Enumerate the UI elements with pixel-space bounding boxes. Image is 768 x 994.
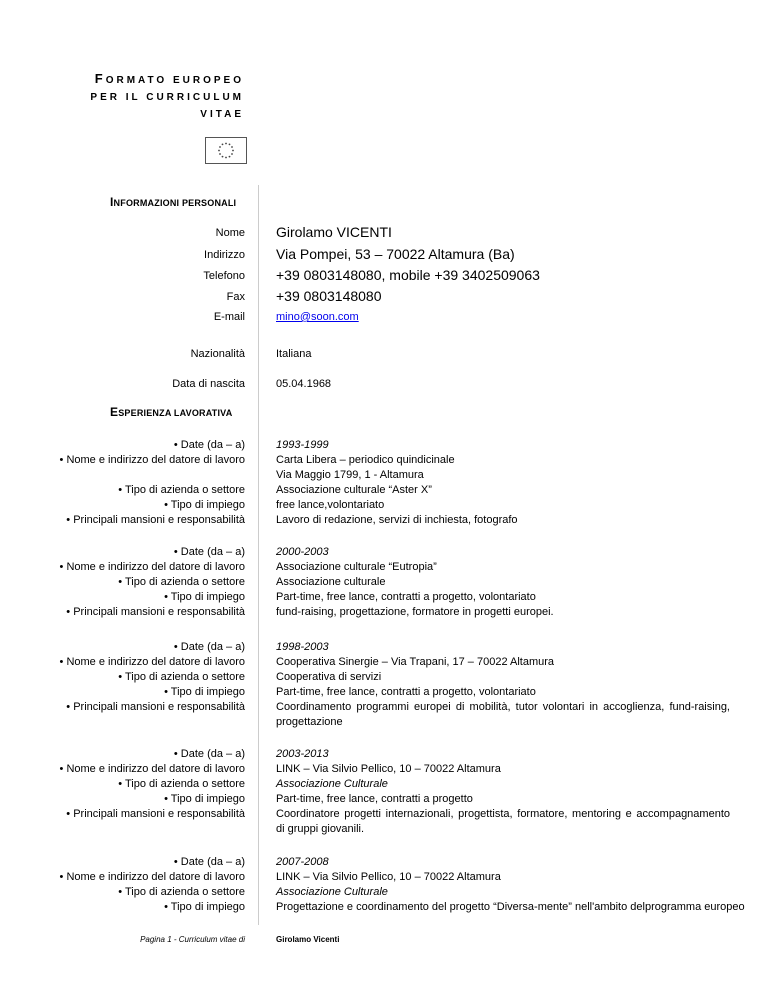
email-label: E-mail — [213, 311, 245, 323]
nascita-label: Data di nascita — [172, 378, 245, 390]
employment-type-label: • Tipo di impiego — [164, 686, 245, 698]
duties-label: • Principali mansioni e responsabilità — [66, 606, 245, 618]
date-label: • Date (da – a) — [173, 546, 245, 558]
employment-type-label: • Tipo di impiego — [164, 793, 245, 805]
employer-label: • Nome e indirizzo del datore di lavoro — [59, 454, 245, 466]
job-date: 1993-1999 — [276, 439, 329, 451]
job-sector: Cooperativa di servizi — [276, 671, 382, 683]
date-label: • Date (da – a) — [173, 439, 245, 451]
employer-label: • Nome e indirizzo del datore di lavoro — [59, 561, 245, 573]
employer-label: • Nome e indirizzo del datore di lavoro — [59, 871, 245, 883]
sector-label: • Tipo di azienda o settore — [118, 484, 245, 496]
date-label: • Date (da – a) — [173, 641, 245, 653]
job-sector: Associazione culturale “Aster X” — [276, 484, 432, 496]
sector-label: • Tipo di azienda o settore — [118, 778, 245, 790]
duties-label: • Principali mansioni e responsabilità — [66, 514, 245, 526]
job-employer: Carta Libera – periodico quindicinale — [276, 454, 455, 466]
nome-label: Nome — [215, 227, 245, 239]
duties-label: • Principali mansioni e responsabilità — [66, 701, 245, 713]
job-values — [276, 640, 730, 730]
job-employer: LINK – Via Silvio Pellico, 10 – 70022 Altamura — [276, 871, 501, 883]
job-date: 1998-2003 — [276, 641, 329, 653]
nazionalita-label: Nazionalità — [190, 348, 245, 360]
sector-label: • Tipo di azienda o settore — [118, 671, 245, 683]
date-label: • Date (da – a) — [173, 748, 245, 760]
job-date: 2003-2013 — [276, 748, 329, 760]
job-duties: Lavoro di redazione, servizi di inchiesta, fotografo — [276, 514, 518, 526]
job-labels — [5, 545, 245, 620]
employment-type-label: • Tipo di impiego — [164, 591, 245, 603]
email-link[interactable]: mino@soon.com — [276, 311, 359, 323]
sector-label: • Tipo di azienda o settore — [118, 576, 245, 588]
job-employer: Cooperativa Sinergie – Via Trapani, 17 – 70022 Altamura — [276, 656, 555, 668]
nome-value: Girolamo VICENTI — [276, 224, 392, 240]
footer-author-name: Girolamo Vicenti — [276, 935, 340, 944]
job-employment-type: Part-time, free lance, contratti a progetto, volontariato — [276, 686, 536, 698]
fax-value: +39 0803148080 — [276, 288, 382, 304]
footer-page-label: Pagina 1 - Curriculum vitae di — [140, 935, 245, 944]
nazionalita-value: Italiana — [276, 348, 312, 360]
employer-label: • Nome e indirizzo del datore di lavoro — [59, 763, 245, 775]
job-labels — [5, 640, 245, 715]
telefono-value: +39 0803148080, mobile +39 3402509063 — [276, 267, 540, 283]
indirizzo-value: Via Pompei, 53 – 70022 Altamura (Ba) — [276, 246, 515, 262]
job-employment-type: free lance,volontariato — [276, 499, 385, 511]
job-labels — [5, 438, 245, 528]
job-date: 2000-2003 — [276, 546, 329, 558]
job-sector: Associazione culturale — [276, 576, 386, 588]
column-divider — [258, 185, 259, 925]
job-values — [276, 747, 730, 837]
fax-label: Fax — [226, 291, 245, 303]
job-duties: Coordinamento programmi europei di mobilità, tutor volontari in accoglienza, fund-raising, progettazione — [276, 701, 730, 728]
cv-header — [60, 70, 244, 123]
header-line-3: VITAE — [200, 109, 244, 120]
job-labels — [5, 855, 245, 915]
sector-label: • Tipo di azienda o settore — [118, 886, 245, 898]
job-employer-address: Via Maggio 1799, 1 - Altamura — [276, 469, 424, 481]
job-duties: Coordinatore progetti internazionali, progettista, formatore, mentoring e accompagnamento di gruppi giovanili. — [276, 808, 730, 835]
eu-flag-icon — [205, 137, 247, 164]
section-title-personal: INFORMAZIONI PERSONALI — [110, 195, 237, 209]
employment-type-label: • Tipo di impiego — [164, 901, 245, 913]
nascita-value: 05.04.1968 — [276, 378, 332, 390]
job-employer: Associazione culturale “Eutropia” — [276, 561, 437, 573]
employer-label: • Nome e indirizzo del datore di lavoro — [59, 656, 245, 668]
date-label: • Date (da – a) — [173, 856, 245, 868]
telefono-label: Telefono — [203, 270, 245, 282]
job-values — [276, 545, 730, 620]
section-title-work: ESPERIENZA LAVORATIVA — [110, 405, 233, 419]
job-employer: LINK – Via Silvio Pellico, 10 – 70022 Altamura — [276, 763, 501, 775]
job-employment-type: Part-time, free lance, contratti a progetto, volontariato — [276, 591, 536, 603]
job-sector: Associazione Culturale — [276, 778, 388, 790]
header-line-2: PER IL CURRICULUM — [90, 92, 244, 103]
job-values — [276, 438, 730, 528]
duties-label: • Principali mansioni e responsabilità — [66, 808, 245, 820]
job-date: 2007-2008 — [276, 856, 329, 868]
indirizzo-label: Indirizzo — [204, 249, 245, 261]
job-labels — [5, 747, 245, 822]
job-employment-type: Progettazione e coordinamento del progetto “Diversa-mente” nell'ambito delprogramma europeo — [276, 901, 745, 913]
employment-type-label: • Tipo di impiego — [164, 499, 245, 511]
header-line-1: FORMATO EUROPEO — [94, 71, 244, 86]
job-employment-type: Part-time, free lance, contratti a progetto — [276, 793, 473, 805]
job-sector: Associazione Culturale — [276, 886, 388, 898]
job-duties: fund-raising, progettazione, formatore in progetti europei. — [276, 606, 554, 618]
job-values — [276, 855, 745, 915]
